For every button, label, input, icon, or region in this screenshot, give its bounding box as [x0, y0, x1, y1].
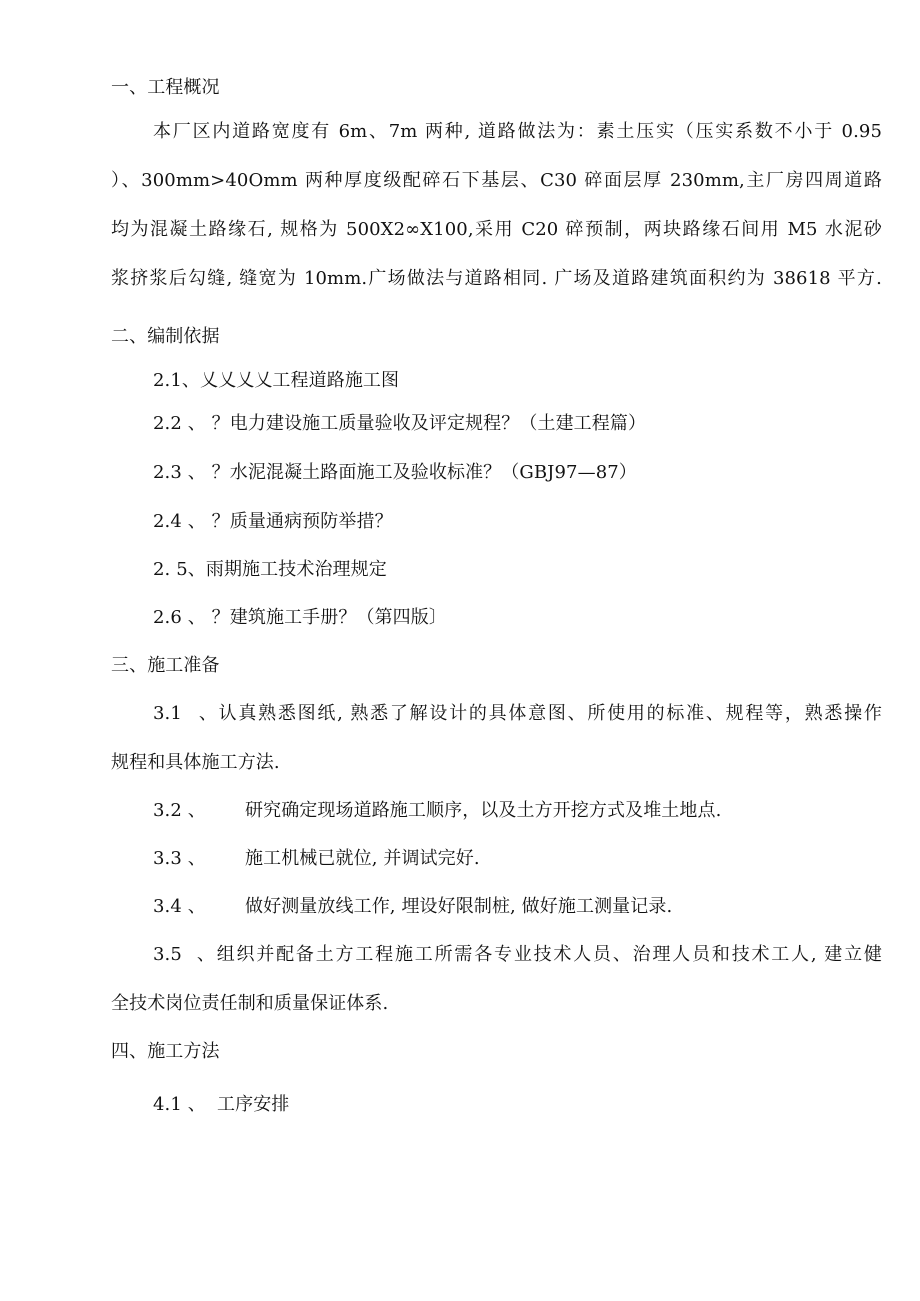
- list-item: [153, 702, 882, 726]
- item-number: 3.4 、: [153, 896, 206, 917]
- item-text: 工序安排: [217, 1094, 290, 1115]
- item-text: 施工机械已就位, 并调试完好.: [245, 848, 480, 869]
- paragraph-line: ）、300mm>40Omm 两种厚度级配碎石下基层、C30 碎面层厚 230mm,主厂房四周道路: [111, 170, 882, 191]
- list-item: [153, 799, 721, 823]
- item-number: 3.5 、: [153, 944, 215, 965]
- section-heading-3: 三、施工准备: [111, 655, 220, 676]
- paragraph-line: 均为混凝土路缘石, 规格为 500X2∞X100,采用 C20 碎预制，两块路缘石间用 M5 水泥砂: [111, 219, 882, 240]
- section-heading-1: 一、工程概况: [111, 77, 220, 98]
- paragraph-line: 浆挤浆后勾缝, 缝宽为 10mm.广场做法与道路相同. 广场及道路建筑面积约为 38618 平方.: [111, 268, 882, 289]
- item-text: 认真熟悉图纸, 熟悉了解设计的具体意图、所使用的标准、规程等，熟悉操作: [217, 703, 882, 724]
- list-item: 2.6 、 ？建筑施工手册？（第四版〕: [153, 607, 447, 628]
- list-item: 2.3 、 ？水泥混凝土路面施工及验收标准？（GBJ97—87）: [153, 462, 637, 483]
- section-heading-2: 二、编制依据: [111, 326, 220, 347]
- list-item: 2.1、乂乂乂乂工程道路施工图: [153, 370, 400, 391]
- item-number: 4.1 、: [153, 1094, 206, 1115]
- item-number: 3.3 、: [153, 848, 206, 869]
- paragraph-line: 规程和具体施工方法.: [111, 752, 280, 773]
- list-item: 2.4 、 ？质量通病预防举措？: [153, 511, 393, 532]
- list-item: [153, 895, 672, 919]
- list-item: [153, 1093, 289, 1117]
- paragraph-line: 本厂区内道路宽度有 6m、7m 两种, 道路做法为：素土压实（压实系数不小于 0.95: [153, 121, 882, 142]
- item-text: 研究确定现场道路施工顺序，以及土方开挖方式及堆土地点.: [245, 800, 722, 821]
- list-item: 2.2 、 ？电力建设施工质量验收及评定规程？（土建工程篇）: [153, 413, 647, 434]
- list-item: 2. 5、雨期施工技术治理规定: [153, 559, 387, 580]
- item-text: 做好测量放线工作, 埋设好限制桩, 做好施工测量记录.: [245, 896, 673, 917]
- section-heading-4: 四、施工方法: [111, 1041, 220, 1062]
- paragraph-line: 全技术岗位责任制和质量保证体系.: [111, 993, 389, 1014]
- item-number: 3.2 、: [153, 800, 206, 821]
- item-number: 3.1 、: [153, 703, 217, 724]
- list-item: [153, 943, 882, 967]
- list-item: [153, 847, 480, 871]
- item-text: 组织并配备土方工程施工所需各专业技术人员、治理人员和技术工人, 建立健: [215, 944, 882, 965]
